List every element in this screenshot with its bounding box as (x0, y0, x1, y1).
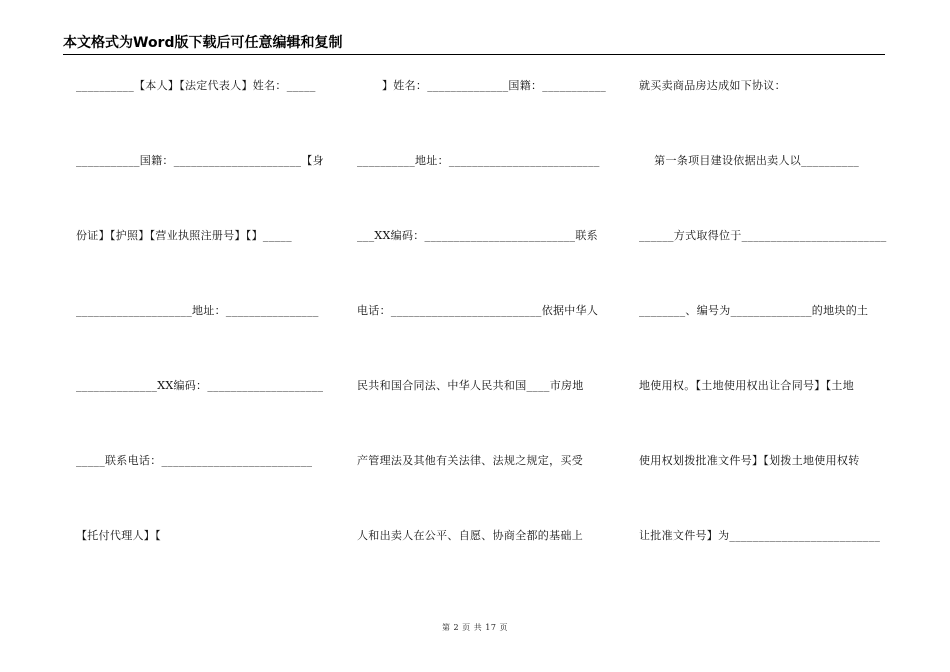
text-line: ___________国籍：______________________【身 (76, 154, 324, 167)
text-line: ______________XX编码：____________________ (76, 379, 324, 392)
text-line: 】姓名：______________国籍：___________ (382, 79, 607, 92)
document-header-title: 本文格式为Word版下载后可任意编辑和复制 (63, 34, 885, 55)
text-line: _____联系电话：__________________________ (76, 454, 313, 467)
text-line: 使用权划拨批准文件号】【划拨土地使用权转 (639, 454, 860, 467)
text-line: 民共和国合同法、中华人民共和国____市房地 (357, 379, 584, 392)
text-line: 电话：__________________________依据中华人 (357, 304, 599, 317)
text-line: ________、编号为______________的地块的土 (639, 304, 869, 317)
text-line: 产管理法及其他有关法律、法规之规定，买受 (357, 454, 583, 467)
text-line: __________地址：__________________________ (357, 154, 600, 167)
text-line: 让批准文件号】为__________________________ (639, 529, 881, 542)
text-line: 【托付代理人】【 (76, 529, 161, 542)
text-line: 地使用权。【土地使用权出让合同号】【土地 (639, 379, 854, 392)
text-line: 人和出卖人在公平、自愿、协商全都的基础上 (357, 529, 583, 542)
page-number-footer: 第 2 页 共 17 页 (442, 623, 508, 632)
text-line: 份证】【护照】【营业执照注册号】【】_____ (76, 229, 292, 242)
text-line: ___XX编码：__________________________联系 (357, 229, 598, 242)
text-line: ______方式取得位于_________________________ (639, 229, 887, 242)
text-line: ____________________地址：________________ (76, 304, 319, 317)
text-line: 就买卖商品房达成如下协议： (639, 79, 786, 92)
text-line: 第一条项目建设依据出卖人以__________ (639, 154, 860, 167)
text-line: __________【本人】【法定代表人】姓名：_____ (76, 79, 316, 92)
